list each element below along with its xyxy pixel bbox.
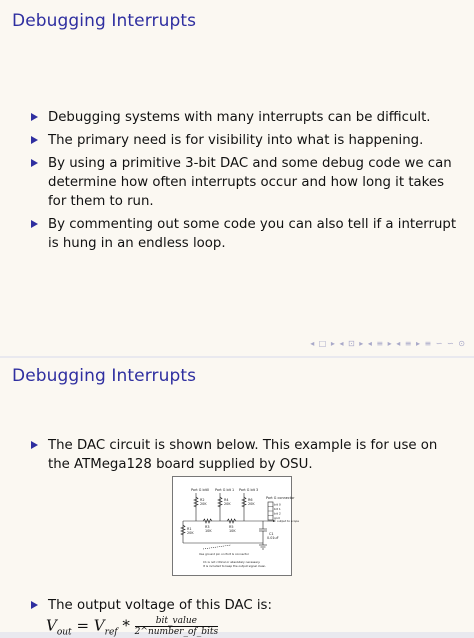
scope-label: output to scope — [277, 519, 300, 523]
port-label: Port G bit0 — [191, 488, 210, 492]
bullet-item — [30, 596, 460, 615]
bullet-list-top — [30, 436, 460, 478]
bullet-text: By commenting out some code you can also tell if a interrupt is hung in an endless loop. — [48, 217, 457, 251]
r2-label: R2 — [200, 498, 205, 502]
cap-note: C1 is not critical or absolutely necessary. — [203, 560, 261, 564]
c1-label: C1 — [269, 532, 274, 536]
bullet-item — [30, 131, 460, 150]
connector-pin: bit 1 — [274, 507, 281, 511]
formula-lhs-sub: out — [56, 627, 72, 638]
r2-value: 20K — [200, 502, 207, 506]
bullet-item — [30, 436, 460, 474]
formula-numerator: bit_value — [135, 616, 218, 627]
bullet-triangle-icon — [31, 601, 38, 609]
formula-fraction — [135, 616, 218, 637]
slide-2 — [0, 358, 474, 638]
slide-title: Debugging Interrupts — [12, 366, 197, 386]
port-label: Port G bit 1 — [215, 488, 235, 492]
connector-label: Port G connector — [266, 496, 295, 500]
c1-value: 0.01uF — [267, 536, 279, 540]
bullet-triangle-icon — [31, 136, 38, 144]
slide-title: Debugging Interrupts — [12, 11, 197, 31]
connector-pin: bit 2 — [274, 511, 281, 516]
r4-value: 20K — [224, 502, 231, 506]
r3-value: 10K — [205, 529, 212, 533]
cap-note: It is included to keep the output signal clean. — [203, 564, 267, 568]
ground-note: Use ground pin on Port G connector — [199, 552, 249, 556]
dac-circuit-diagram — [172, 476, 300, 576]
r1-label: R1 — [187, 527, 192, 531]
bullet-triangle-icon — [31, 159, 38, 167]
bullet-item — [30, 154, 460, 211]
bullet-triangle-icon — [31, 113, 38, 121]
bullet-text: Debugging systems with many interrupts can be difficult. — [48, 110, 431, 125]
bullet-triangle-icon — [31, 220, 38, 228]
bullet-text: The DAC circuit is shown below. This example is for use on the ATMega128 board supplied by OSU. — [48, 438, 438, 472]
beamer-navigation-bar[interactable]: ◂ □ ▸ ◂ ⊡ ▸ ◂ ≡ ▸ ◂ ≡ ▸ ≡ ∽ ∽ ⊙ — [310, 339, 466, 348]
port-g-connector — [268, 502, 281, 520]
formula-rhs-sub: ref — [104, 627, 118, 638]
r6-value: 20K — [248, 502, 255, 506]
r4-label: R4 — [224, 498, 229, 502]
bullet-text: By using a primitive 3-bit DAC and some debug code we can determine how often interrupts occur and how long it takes for them to run. — [48, 156, 452, 209]
r3-label: R3 — [205, 525, 210, 529]
formula-times: * — [122, 616, 135, 635]
r5-value: 10K — [229, 529, 236, 533]
bullet-text: The primary need is for visibility into what is happening. — [48, 133, 424, 148]
formula-lhs: V — [46, 616, 57, 635]
bullet-list — [30, 108, 460, 257]
bullet-text: The output voltage of this DAC is: — [48, 598, 272, 613]
formula-denominator: 2^number_of_bits — [134, 627, 219, 637]
bullet-triangle-icon — [31, 441, 38, 449]
r5-label: R5 — [229, 525, 234, 529]
bullet-item — [30, 215, 460, 253]
formula-rhs: = V — [76, 616, 105, 635]
port-label: Port G bit 3 — [239, 488, 259, 492]
dac-schematic — [173, 477, 300, 575]
r6-label: R6 — [248, 498, 253, 502]
r1-value: 20K — [187, 531, 194, 535]
bullet-item — [30, 108, 460, 127]
connector-pin: gnd — [274, 516, 280, 520]
connector-pin: bit 0 — [274, 502, 281, 507]
dac-formula — [46, 616, 218, 638]
